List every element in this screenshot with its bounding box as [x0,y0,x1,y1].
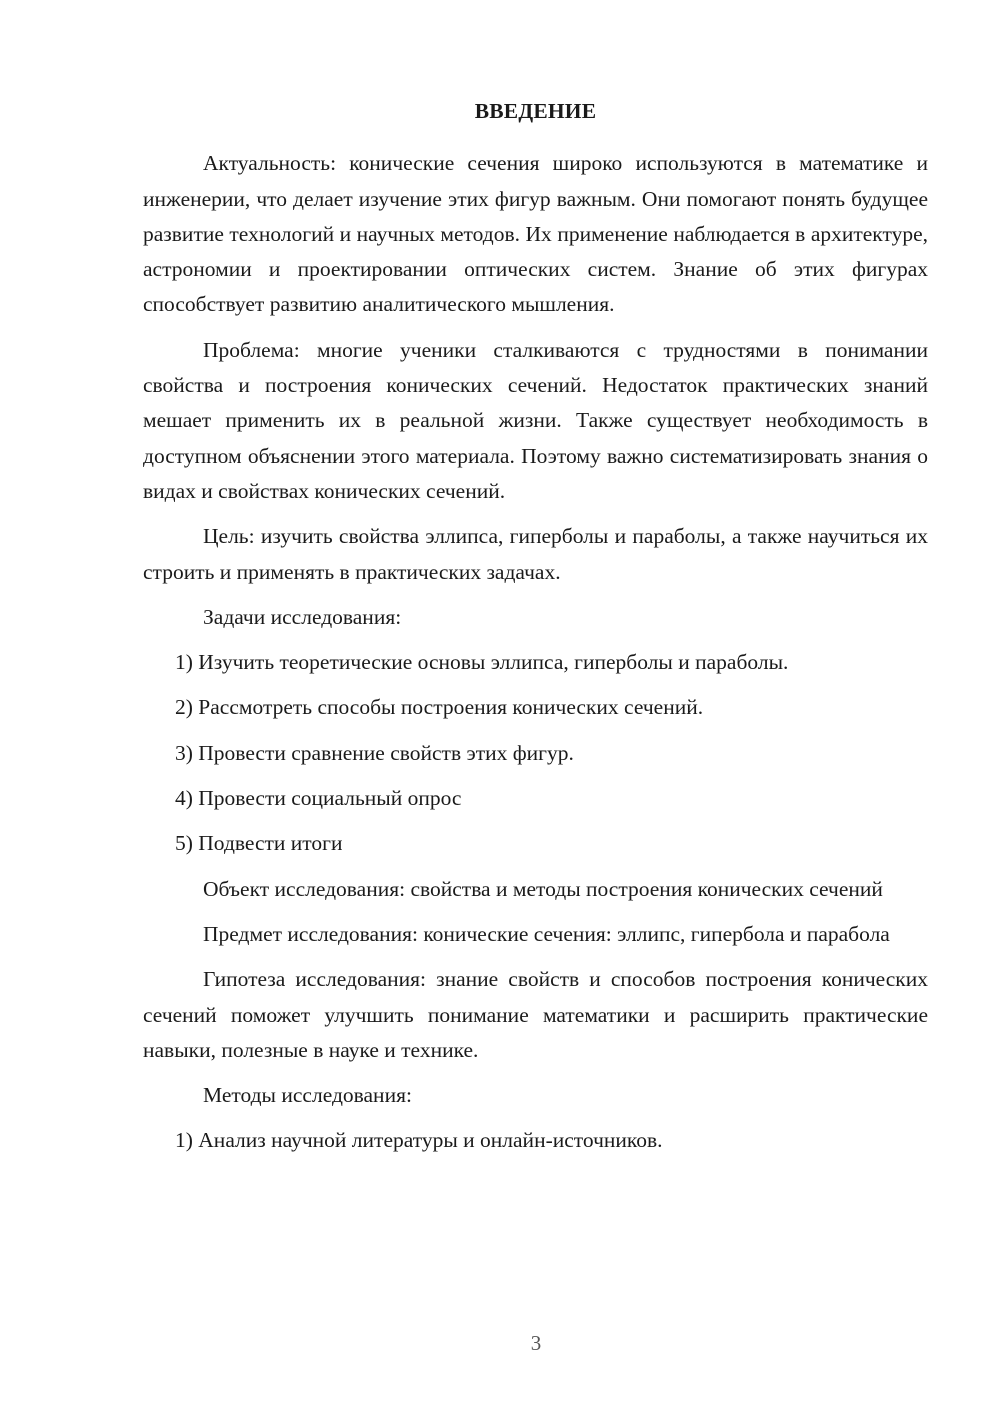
relevance-paragraph: Актуальность: конические сечения широко используются в математике и инженерии, что делает изучение этих фигур важным. Они помогают понять будущее развитие технологий и научных методов. Их применение наблюдается в архитектуре, астрономии и проектировании оптических систем. Знание об этих фигурах способствует развитию аналитического мышления. [143,151,928,317]
task-item: 3) Провести сравнение свойств этих фигур. [175,740,574,765]
task-item: 1) Изучить теоретические основы эллипса, гиперболы и параболы. [175,650,789,675]
goal-paragraph: Цель: изучить свойства эллипса, гиперболы и параболы, а также научиться их строить и применять в практических задачах. [143,524,928,584]
problem-paragraph: Проблема: многие ученики сталкиваются с трудностями в понимании свойства и построения конических сечений. Недостаток практических знаний мешает применить их в реальной жизни. Также существует необходимость в доступном объяснении этого материала. Поэтому важно систематизировать знания о видах и свойствах конических сечений. [143,337,928,503]
methods-heading: Методы исследования: [203,1083,412,1108]
page-number: 3 [530,1331,542,1355]
object-paragraph: Объект исследования: свойства и методы построения конических сечений [203,876,883,901]
subject-paragraph: Предмет исследования: конические сечения: эллипс, гипербола и парабола [203,921,890,946]
task-item: 4) Провести социальный опрос [175,786,462,811]
hypothesis-paragraph: Гипотеза исследования: знание свойств и способов построения конических сечений поможет улучшить понимание математики и расширить практические навыки, полезные в науке и технике. [143,967,928,1062]
task-item: 5) Подвести итоги [175,831,343,856]
methods-list [143,1123,928,1158]
page-content [143,94,928,1169]
tasks-heading: Задачи исследования: [203,604,402,629]
task-item: 2) Рассмотреть способы построения конических сечений. [175,695,704,720]
section-title: ВВЕДЕНИЕ [474,99,597,123]
method-item: 1) Анализ научной литературы и онлайн-источников. [175,1128,663,1153]
tasks-list [143,645,928,861]
